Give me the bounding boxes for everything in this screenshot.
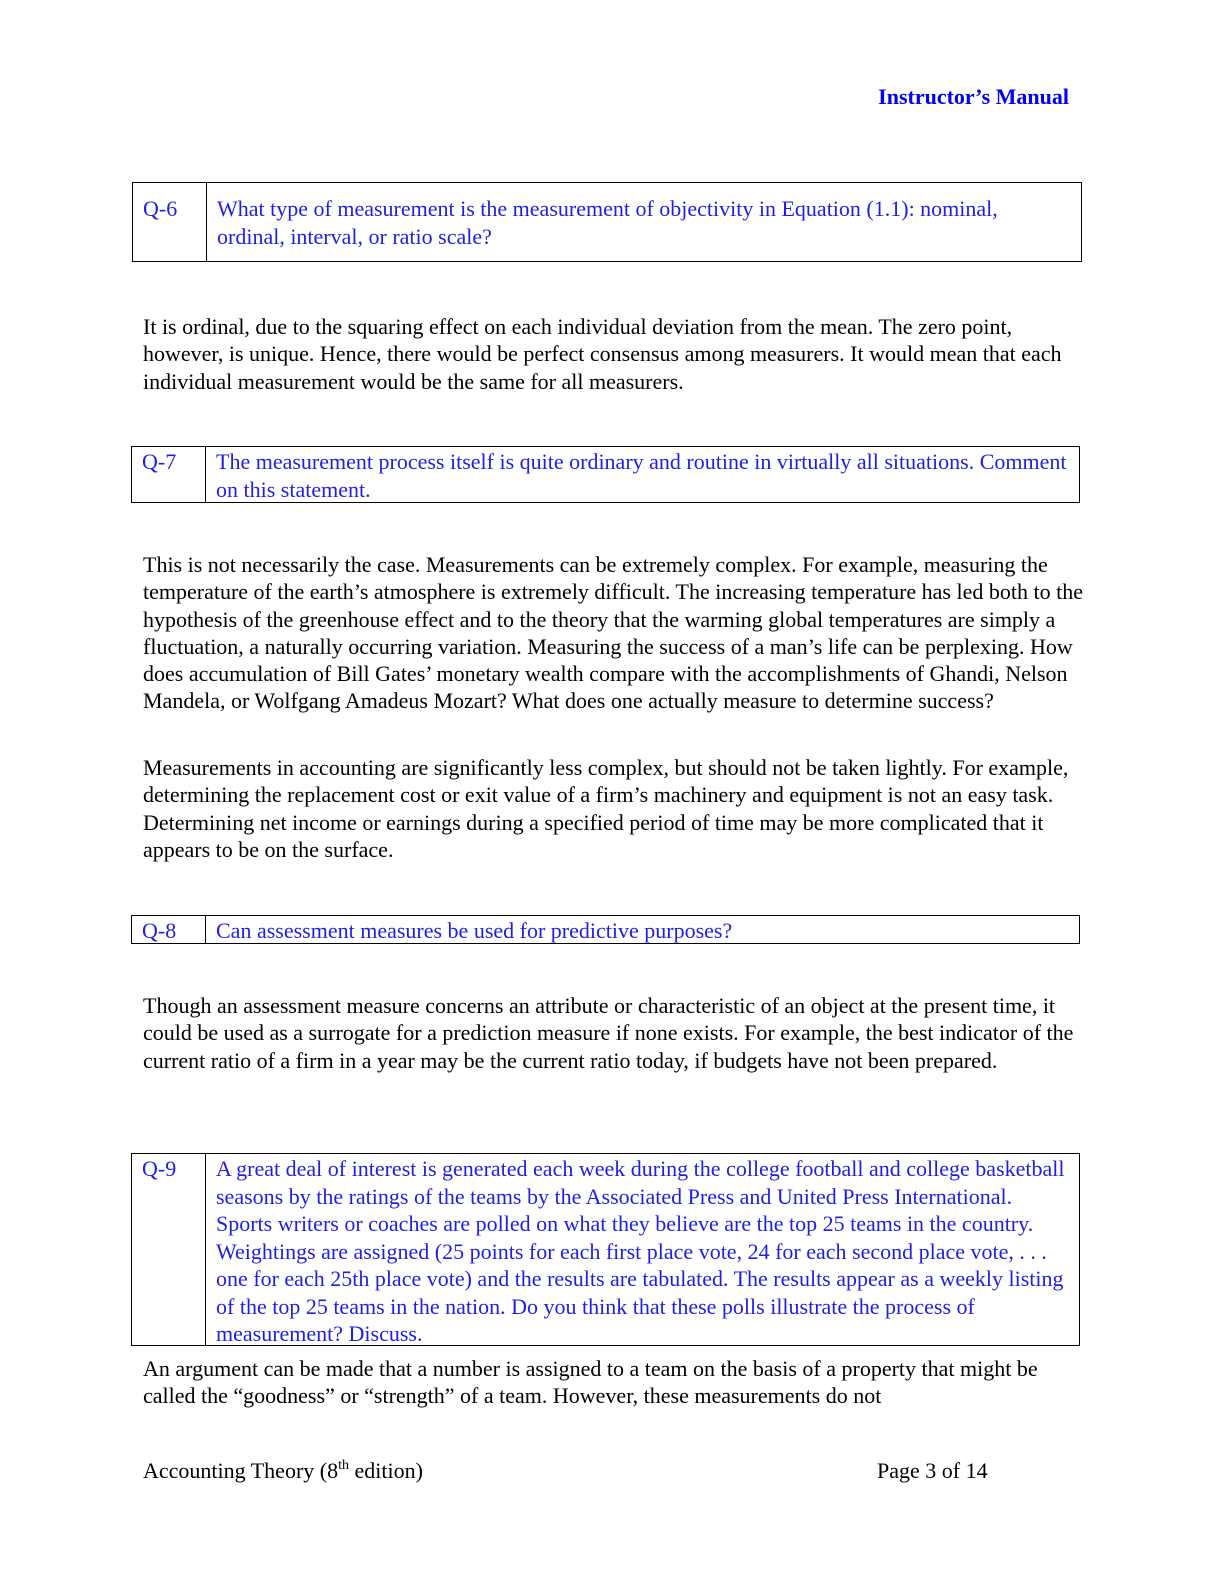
question-box-q8	[131, 915, 1080, 944]
footer-edition-superscript: th	[338, 1458, 349, 1473]
question-box-q7	[131, 446, 1080, 503]
question-number: Q-8	[132, 916, 206, 943]
question-text: What type of measurement is the measurement of objectivity in Equation (1.1): nominal, ordinal, interval, or ratio scale?	[217, 196, 998, 249]
document-header-title: Instructor’s Manual	[878, 84, 1069, 109]
question-number: Q-7	[132, 447, 206, 502]
answer-paragraph-q9: An argument can be made that a number is assigned to a team on the basis of a property that might be called the “goodness” or “strength” of a team. However, these measurements do not	[143, 1356, 1038, 1409]
question-text: A great deal of interest is generated each week during the college football and college basketball seasons by the ratings of the teams by the Associated Press and United Press International. Sports writers or coaches are polled on what they believe are the top 25 teams in the country. Weightings are assigned (25 points for each first place vote, 24 for each second place vote, . . . one for each 25th place vote) and the results are tabulated. The results appear as a weekly listing of the top 25 teams in the nation. Do you think that these polls illustrate the process of measurement? Discuss.	[216, 1156, 1065, 1346]
footer-book-prefix: Accounting Theory (8	[143, 1458, 339, 1483]
question-box-q6	[132, 182, 1082, 262]
footer-book-title	[143, 1458, 423, 1484]
question-number: Q-9	[132, 1154, 206, 1345]
footer-book-suffix: edition)	[349, 1458, 423, 1483]
question-text: Can assessment measures be used for predictive purposes?	[216, 918, 733, 943]
answer-paragraph-q7-1: This is not necessarily the case. Measurements can be extremely complex. For example, measuring the temperature of the earth’s atmosphere is extremely difficult. The increasing temperature has led both to the hypothesis of the greenhouse effect and to the theory that the warming global temperatures are simply a fluctuation, a naturally occurring variation. Measuring the success of a man’s life can be perplexing. How does accumulation of Bill Gates’ monetary wealth compare with the accomplishments of Ghandi, Nelson Mandela, or Wolfgang Amadeus Mozart? What does one actually measure to determine success?	[143, 552, 1083, 714]
answer-paragraph-q7-2: Measurements in accounting are significantly less complex, but should not be taken lightly. For example, determining the replacement cost or exit value of a firm’s machinery and equipment is not an easy task. Determining net income or earnings during a specified period of time may be more complicated that it appears to be on the surface.	[143, 755, 1069, 862]
question-box-q9	[131, 1153, 1080, 1346]
answer-paragraph-q8: Though an assessment measure concerns an attribute or characteristic of an object at the present time, it could be used as a surrogate for a prediction measure if none exists. For example, the best indicator of the current ratio of a firm in a year may be the current ratio today, if budgets have not been prepared.	[143, 993, 1074, 1073]
question-text: The measurement process itself is quite ordinary and routine in virtually all situations. Comment on this statement.	[216, 449, 1067, 502]
footer-page-number: Page 3 of 14	[877, 1458, 988, 1483]
answer-paragraph-q6: It is ordinal, due to the squaring effect on each individual deviation from the mean. The zero point, however, is unique. Hence, there would be perfect consensus among measurers. It would mean that each individual measurement would be the same for all measurers.	[143, 314, 1062, 394]
question-number: Q-6	[133, 183, 207, 261]
